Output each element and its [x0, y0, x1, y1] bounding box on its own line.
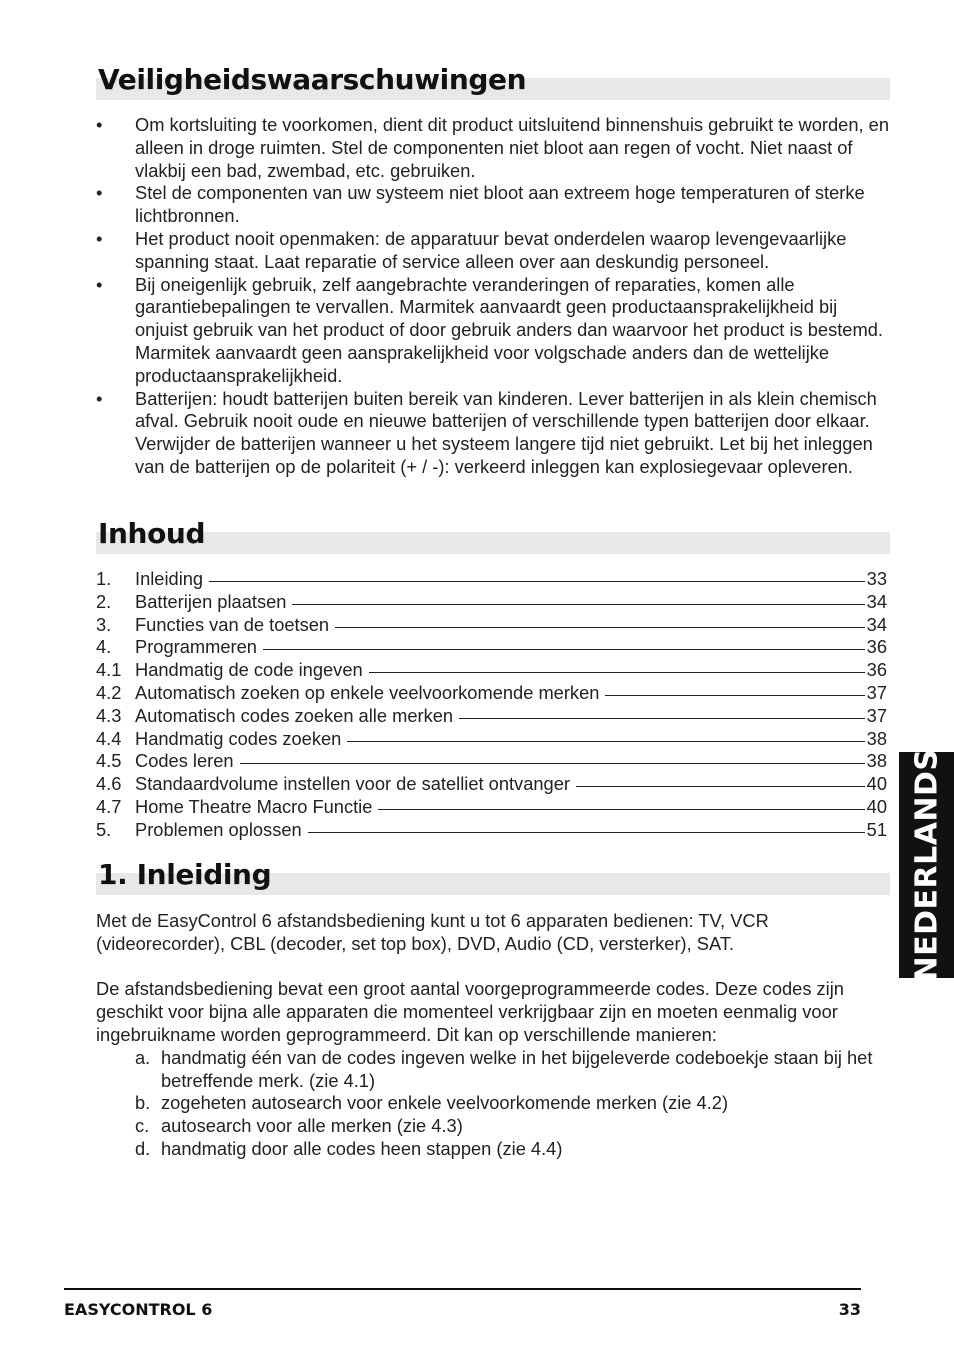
methods-list: [96, 1047, 890, 1161]
toc-title: Home Theatre Macro Functie: [135, 795, 373, 817]
method-text: zogeheten autosearch voor enkele veelvoorkomende merken (zie 4.2): [161, 1092, 729, 1114]
toc-number: 4.6: [96, 773, 122, 795]
section-header-safety: [96, 30, 890, 100]
section-header-intro: [96, 825, 890, 895]
toc-page: 37: [866, 681, 887, 703]
list-letter: c.: [135, 1115, 150, 1137]
toc-title: Codes leren: [135, 750, 234, 772]
list-item: [96, 1115, 890, 1138]
warning-text: Het product nooit openmaken: de apparatuur bevat onderdelen waarop levengevaarlijke spanning staat. Laat reparatie of service alleen over aan deskundig personeel.: [135, 227, 847, 272]
toc-entry[interactable]: [96, 636, 887, 659]
intro-title: 1. Inleiding: [98, 858, 272, 891]
toc-leader: [459, 718, 865, 719]
toc-number: 4.7: [96, 795, 122, 817]
toc-number: 2.: [96, 590, 112, 612]
toc-title: Automatisch zoeken op enkele veelvoorkomende merken: [135, 681, 600, 703]
toc-page: 40: [866, 795, 887, 817]
toc-leader: [209, 581, 865, 582]
bullet-icon: •: [96, 227, 103, 249]
toc-entry[interactable]: [96, 750, 887, 773]
method-text: handmatig één van de codes ingeven welke in het bijgeleverde codeboekje staan bij het betreffende merk. (zie 4.1): [161, 1046, 873, 1091]
toc-leader: [347, 741, 864, 742]
warning-text: Stel de componenten van uw systeem niet bloot aan extreem hoge temperaturen of sterke lichtbronnen.: [135, 182, 865, 227]
toc-page: 36: [866, 636, 887, 658]
bullet-icon: •: [96, 114, 103, 135]
list-item: [96, 274, 890, 388]
intro-paragraph-1: Met de EasyControl 6 afstandsbediening kunt u tot 6 apparaten bedienen: TV, VCR (videorecorder), CBL (decoder, set top box), DVD, Audio (CD, versterker), SAT.: [96, 910, 769, 954]
method-text: handmatig door alle codes heen stappen (zie 4.4): [161, 1137, 563, 1159]
method-text: autosearch voor alle merken (zie 4.3): [161, 1115, 463, 1137]
toc-title: Inleiding: [135, 568, 204, 589]
toc-leader: [369, 672, 865, 673]
safety-title: Veiligheidswaarschuwingen: [98, 63, 527, 96]
warning-text: Bij oneigenlijk gebruik, zelf aangebrachte veranderingen of reparaties, komen alle garantiebepalingen te vervallen. Marmitek aanvaardt geen productaansprakelijkheid bij onjuist gebruik van het product of door gebruik anders dan waarvoor het product is bestemd. Marmitek aanvaardt geen aansprakelijkheid voor volgschade anders dan de wettelijke productaansprakelijkheid.: [135, 273, 883, 386]
toc-leader: [378, 809, 864, 810]
list-item: [96, 114, 890, 182]
toc-leader: [605, 695, 864, 696]
footer-divider: [64, 1288, 861, 1290]
warning-text: Om kortsluiting te voorkomen, dient dit product uitsluitend binnenshuis gebruikt te worden, en alleen in droge ruimten. Stel de componenten niet bloot aan regen of vocht. Niet naast of vlakbij een bad, zwembad, etc. gebruiken.: [135, 114, 890, 181]
toc-number: 4.5: [96, 750, 122, 772]
toc-leader: [576, 786, 865, 787]
toc-page: 34: [866, 613, 887, 635]
list-item: [96, 1047, 890, 1093]
toc-entry[interactable]: [96, 568, 887, 591]
toc-number: 4.1: [96, 659, 122, 681]
language-label: NEDERLANDS: [909, 748, 944, 982]
toc-number: 4.4: [96, 727, 122, 749]
warning-text: Batterijen: houdt batterijen buiten bereik van kinderen. Lever batterijen in als klein chemisch afval. Gebruik nooit oude en nieuwe batterijen of verschillende typen batterijen door elkaar. Verwijder de batterijen wanneer u het systeem langere tijd niet gebruikt. Let bij het inleggen van de batterijen op de polariteit (+ / -): verkeerd inleggen kan explosiegevaar opleveren.: [135, 387, 877, 477]
toc-page: 51: [866, 818, 887, 840]
list-letter: b.: [135, 1092, 151, 1114]
toc-number: 4.3: [96, 704, 122, 726]
list-item: [96, 182, 890, 228]
toc-entry[interactable]: [96, 659, 887, 682]
toc-entry[interactable]: [96, 682, 887, 705]
toc-title: Batterijen plaatsen: [135, 590, 287, 612]
toc-title: Problemen oplossen: [135, 818, 302, 840]
toc-page: 38: [866, 750, 887, 772]
toc-page: 34: [866, 590, 887, 612]
toc-number: 5.: [96, 818, 112, 840]
list-item: [96, 1092, 890, 1115]
toc-entry[interactable]: [96, 728, 887, 751]
toc-page: 36: [866, 659, 887, 681]
section-header-contents: [96, 484, 890, 554]
toc-title: Handmatig codes zoeken: [135, 727, 342, 749]
bullet-icon: •: [96, 273, 103, 295]
toc-number: 3.: [96, 613, 112, 635]
list-item: [96, 388, 890, 479]
toc-title: Functies van de toetsen: [135, 613, 330, 635]
contents-title: Inhoud: [98, 517, 206, 550]
toc-number: 4.: [96, 636, 112, 658]
toc-leader: [292, 604, 864, 605]
toc-page: 37: [866, 704, 887, 726]
toc-entry[interactable]: [96, 614, 887, 637]
list-item: [96, 1138, 890, 1161]
toc-leader: [263, 649, 865, 650]
toc-title: Programmeren: [135, 636, 257, 658]
toc-number: 1.: [96, 568, 112, 589]
toc-entry[interactable]: [96, 591, 887, 614]
safety-warnings-list: [96, 114, 890, 479]
bullet-icon: •: [96, 387, 103, 409]
list-letter: a.: [135, 1046, 151, 1068]
table-of-contents: [96, 568, 887, 842]
intro-paragraph-2: De afstandsbediening bevat een groot aantal voorgeprogrammeerde codes. Deze codes zijn geschikt voor bijna alle apparaten die momenteel verkrijgbaar zijn en moeten eenmalig voor ingebruikname worden geprogrammeerd. Dit kan op verschillende manieren:: [96, 978, 844, 1045]
toc-title: Handmatig de code ingeven: [135, 659, 363, 681]
toc-leader: [240, 763, 865, 764]
intro-body: [96, 910, 890, 1161]
header-bar: [96, 532, 890, 554]
footer-page-number: 33: [838, 1300, 861, 1319]
footer-product-name: EASYCONTROL 6: [64, 1300, 213, 1319]
toc-entry[interactable]: [96, 796, 887, 819]
toc-title: Standaardvolume instellen voor de satelliet ontvanger: [135, 773, 570, 795]
toc-page: 33: [866, 568, 887, 589]
toc-leader: [335, 627, 865, 628]
toc-title: Automatisch codes zoeken alle merken: [135, 704, 454, 726]
language-side-tab: [899, 748, 954, 982]
toc-page: 40: [866, 773, 887, 795]
toc-number: 4.2: [96, 681, 122, 703]
toc-entry[interactable]: [96, 705, 887, 728]
list-letter: d.: [135, 1137, 151, 1159]
list-item: [96, 228, 890, 274]
bullet-icon: •: [96, 182, 103, 204]
toc-page: 38: [866, 727, 887, 749]
toc-entry[interactable]: [96, 773, 887, 796]
